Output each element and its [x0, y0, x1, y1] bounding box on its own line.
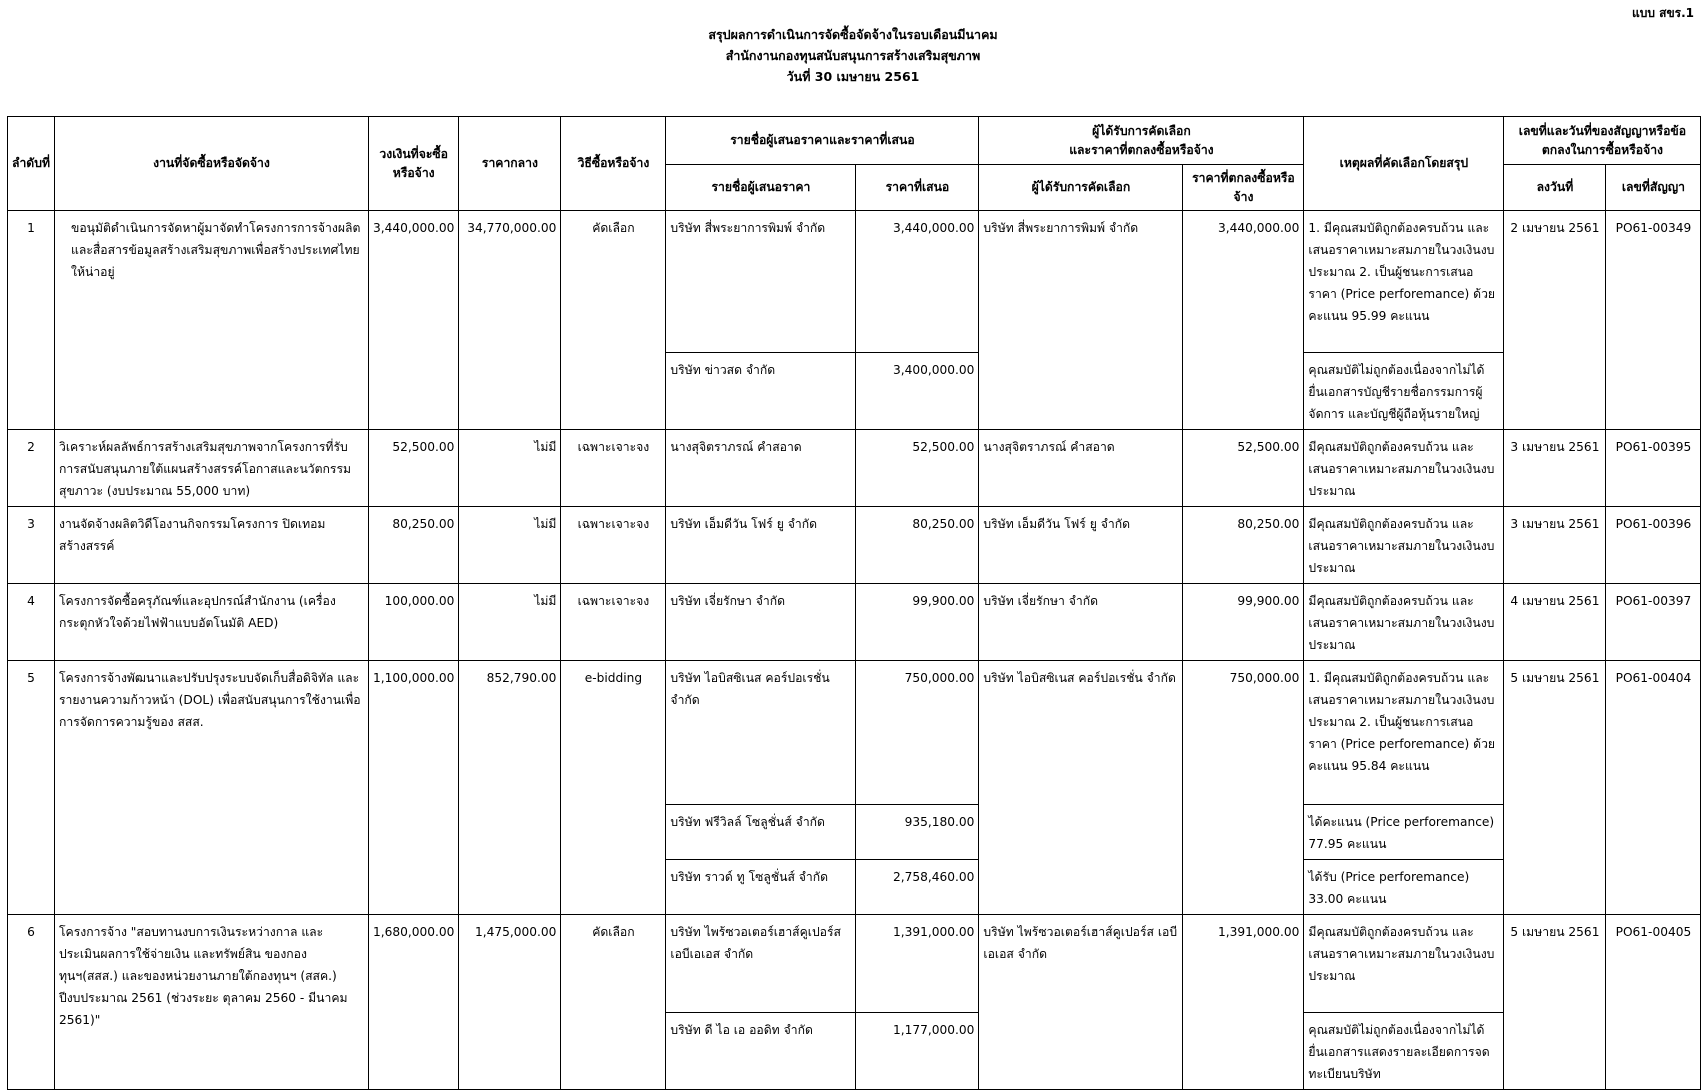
- row-budget: 3,440,000.00: [369, 211, 459, 430]
- contract-number: PO61-00396: [1606, 507, 1701, 584]
- row-budget: 1,680,000.00: [369, 915, 459, 1090]
- row-median-price: ไม่มี: [459, 584, 561, 661]
- bidder-name: บริษัท ราวด์ ทู โซลูชั่นส์ จำกัด: [666, 860, 856, 915]
- header-contract-group: เลขที่และวันที่ของสัญญาหรือข้อตกลงในการซื้อหรือจ้าง: [1504, 117, 1701, 165]
- header-winner-group-line-2: และราคาที่ตกลงซื้อหรือจ้าง: [1069, 142, 1214, 157]
- bidder-name: บริษัท ฟรีวิลล์ โซลูชั่นส์ จำกัด: [666, 805, 856, 860]
- agreed-price: 750,000.00: [1183, 661, 1304, 915]
- row-budget: 80,250.00: [369, 507, 459, 584]
- header-winner-group-line-1: ผู้ได้รับการคัดเลือก: [1092, 123, 1191, 138]
- bidder-name: บริษัท สี่พระยาการพิมพ์ จำกัด: [666, 211, 856, 353]
- contract-date: 4 เมษายน 2561: [1504, 584, 1606, 661]
- bidder-reason: มีคุณสมบัติถูกต้องครบถ้วน และเสนอราคาเหมาะสมภายในวงเงินงบประมาณ: [1304, 584, 1504, 661]
- contract-date: 2 เมษายน 2561: [1504, 211, 1606, 430]
- winner-name: บริษัท ไอบิสซิเนส คอร์ปอเรชั่น จำกัด: [979, 661, 1183, 915]
- winner-name: บริษัท ไพร้ซวอเตอร์เฮาส์คูเปอร์ส เอบีเอเอส จำกัด: [979, 915, 1183, 1090]
- header-median-price: ราคากลาง: [459, 117, 561, 211]
- table-row: [8, 430, 1701, 507]
- row-median-price: ไม่มี: [459, 430, 561, 507]
- bid-price: 935,180.00: [856, 805, 979, 860]
- bidder-reason: คุณสมบัติไม่ถูกต้องเนื่องจากไม่ได้ยื่นเอกสารแสดงรายละเอียดการจดทะเบียนบริษัท: [1304, 1013, 1504, 1090]
- contract-number: PO61-00395: [1606, 430, 1701, 507]
- bidder-name: บริษัท ไอบิสซิเนส คอร์ปอเรชั่น จำกัด: [666, 661, 856, 805]
- bid-price: 750,000.00: [856, 661, 979, 805]
- row-budget: 1,100,000.00: [369, 661, 459, 915]
- bid-price: 2,758,460.00: [856, 860, 979, 915]
- table-row: [8, 584, 1701, 661]
- bidder-reason: มีคุณสมบัติถูกต้องครบถ้วน และเสนอราคาเหมาะสมภายในวงเงินงบประมาณ: [1304, 430, 1504, 507]
- row-method: คัดเลือก: [561, 211, 666, 430]
- agreed-price: 52,500.00: [1183, 430, 1304, 507]
- table-row: [8, 507, 1701, 584]
- header-winner-name: ผู้ได้รับการคัดเลือก: [979, 165, 1183, 211]
- header-contract-no: เลขที่สัญญา: [1606, 165, 1701, 211]
- row-no: 4: [8, 584, 55, 661]
- row-no: 6: [8, 915, 55, 1090]
- header-no: ลำดับที่: [8, 117, 55, 211]
- contract-date: 5 เมษายน 2561: [1504, 661, 1606, 915]
- bid-price: 80,250.00: [856, 507, 979, 584]
- bidder-reason: 1. มีคุณสมบัติถูกต้องครบถ้วน และเสนอราคาเหมาะสมภายในวงเงินงบประมาณ 2. เป็นผู้ชนะการเสนอราคา (Price perforemance) ด้วยคะแนน 95.99 คะแนน: [1304, 211, 1504, 353]
- bidder-reason: คุณสมบัติไม่ถูกต้องเนื่องจากไม่ได้ยื่นเอกสารบัญชีรายชื่อกรรมการผู้จัดการ และบัญชีผู้ถือหุ้นรายใหญ่: [1304, 353, 1504, 430]
- bid-price: 1,391,000.00: [856, 915, 979, 1013]
- row-work: โครงการจ้างพัฒนาและปรับปรุงระบบจัดเก็บสื่อดิจิทัล และรายงานความก้าวหน้า (DOL) เพื่อสนับสนุนการใช้งานเพื่อการจัดการความรู้ของ สสส.: [55, 661, 369, 915]
- bidder-reason: มีคุณสมบัติถูกต้องครบถ้วน และเสนอราคาเหมาะสมภายในวงเงินงบประมาณ: [1304, 915, 1504, 1013]
- bid-price: 3,440,000.00: [856, 211, 979, 353]
- row-method: e-bidding: [561, 661, 666, 915]
- row-median-price: 852,790.00: [459, 661, 561, 915]
- document-title: [0, 24, 1706, 87]
- bidder-name: บริษัท ดี ไอ เอ ออดิท จำกัด: [666, 1013, 856, 1090]
- bidder-reason: มีคุณสมบัติถูกต้องครบถ้วน และเสนอราคาเหมาะสมภายในวงเงินงบประมาณ: [1304, 507, 1504, 584]
- bid-price: 3,400,000.00: [856, 353, 979, 430]
- row-median-price: ไม่มี: [459, 507, 561, 584]
- header-reason: เหตุผลที่คัดเลือกโดยสรุป: [1304, 117, 1504, 211]
- row-work: วิเคราะห์ผลลัพธ์การสร้างเสริมสุขภาพจากโครงการที่รับการสนับสนุนภายใต้แผนสร้างสรรค์โอกาสและนวัตกรรมสุขภาวะ (งบประมาณ 55,000 บาท): [55, 430, 369, 507]
- row-method: เฉพาะเจาะจง: [561, 584, 666, 661]
- row-work: ขอนุมัติดำเนินการจัดหาผู้มาจัดทำโครงการการจ้างผลิตและสื่อสารข้อมูลสร้างเสริมสุขภาพเพื่อสร้างประเทศไทยให้น่าอยู่: [55, 211, 369, 430]
- title-line-2: สำนักงานกองทุนสนับสนุนการสร้างเสริมสุขภาพ: [725, 48, 981, 63]
- header-bidder-name: รายชื่อผู้เสนอราคา: [666, 165, 856, 211]
- row-budget: 52,500.00: [369, 430, 459, 507]
- table-row: [8, 211, 1701, 353]
- row-median-price: 34,770,000.00: [459, 211, 561, 430]
- winner-name: บริษัท เจี่ยรักษา จำกัด: [979, 584, 1183, 661]
- agreed-price: 99,900.00: [1183, 584, 1304, 661]
- winner-name: บริษัท สี่พระยาการพิมพ์ จำกัด: [979, 211, 1183, 430]
- title-line-1: สรุปผลการดำเนินการจัดซื้อจัดจ้างในรอบเดือนมีนาคม: [708, 27, 998, 42]
- contract-date: 3 เมษายน 2561: [1504, 430, 1606, 507]
- row-no: 5: [8, 661, 55, 915]
- form-code: แบบ สขร.1: [1631, 6, 1694, 20]
- row-work: โครงการจัดซื้อครุภัณฑ์และอุปกรณ์สำนักงาน (เครื่องกระตุกหัวใจด้วยไฟฟ้าแบบอัตโนมัติ AED): [55, 584, 369, 661]
- bid-price: 52,500.00: [856, 430, 979, 507]
- bid-price: 1,177,000.00: [856, 1013, 979, 1090]
- bidder-reason: ได้รับ (Price perforemance) 33.00 คะแนน: [1304, 860, 1504, 915]
- row-work: งานจัดจ้างผลิตวิดีโองานกิจกรรมโครงการ ปิดเทอมสร้างสรรค์: [55, 507, 369, 584]
- title-line-3: วันที่ 30 เมษายน 2561: [786, 69, 920, 84]
- bidder-name: บริษัท เจี่ยรักษา จำกัด: [666, 584, 856, 661]
- winner-name: บริษัท เอ็มดีวัน โฟร์ ยู จำกัด: [979, 507, 1183, 584]
- header-winner-group: [979, 117, 1304, 165]
- agreed-price: 1,391,000.00: [1183, 915, 1304, 1090]
- row-method: คัดเลือก: [561, 915, 666, 1090]
- contract-number: PO61-00397: [1606, 584, 1701, 661]
- agreed-price: 80,250.00: [1183, 507, 1304, 584]
- table-row: [8, 915, 1701, 1013]
- header-method: วิธีซื้อหรือจ้าง: [561, 117, 666, 211]
- bidder-reason: 1. มีคุณสมบัติถูกต้องครบถ้วน และเสนอราคาเหมาะสมภายในวงเงินงบประมาณ 2. เป็นผู้ชนะการเสนอราคา (Price perforemance) ด้วยคะแนน 95.84 คะแนน: [1304, 661, 1504, 805]
- bid-price: 99,900.00: [856, 584, 979, 661]
- row-budget: 100,000.00: [369, 584, 459, 661]
- header-bidders-group: รายชื่อผู้เสนอราคาและราคาที่เสนอ: [666, 117, 979, 165]
- bidder-name: บริษัท เอ็มดีวัน โฟร์ ยู จำกัด: [666, 507, 856, 584]
- procurement-table: [7, 116, 1701, 1090]
- agreed-price: 3,440,000.00: [1183, 211, 1304, 430]
- row-work: โครงการจ้าง "สอบทานงบการเงินระหว่างกาล และ ประเมินผลการใช้จ่ายเงิน และทรัพย์สิน ของกองทุนฯ(สสส.) และของหน่วยงานภายใต้กองทุนฯ (สสค.) ปีงบประมาณ 2561 (ช่วงระยะ ตุลาคม 2560 - มีนาคม 2561)": [55, 915, 369, 1090]
- header-work: งานที่จัดซื้อหรือจัดจ้าง: [55, 117, 369, 211]
- winner-name: นางสุจิตราภรณ์ คำสอาด: [979, 430, 1183, 507]
- bidder-reason: ได้คะแนน (Price perforemance) 77.95 คะแนน: [1304, 805, 1504, 860]
- contract-date: 5 เมษายน 2561: [1504, 915, 1606, 1090]
- row-no: 3: [8, 507, 55, 584]
- bidder-name: บริษัท ไพร้ซวอเตอร์เฮาส์คูเปอร์ส เอบีเอเอส จำกัด: [666, 915, 856, 1013]
- header-agreed-price: ราคาที่ตกลงซื้อหรือจ้าง: [1183, 165, 1304, 211]
- contract-date: 3 เมษายน 2561: [1504, 507, 1606, 584]
- contract-number: PO61-00349: [1606, 211, 1701, 430]
- header-budget: วงเงินที่จะซื้อหรือจ้าง: [369, 117, 459, 211]
- header-bid-price: ราคาที่เสนอ: [856, 165, 979, 211]
- row-method: เฉพาะเจาะจง: [561, 507, 666, 584]
- row-method: เฉพาะเจาะจง: [561, 430, 666, 507]
- row-no: 2: [8, 430, 55, 507]
- bidder-name: บริษัท ข่าวสด จำกัด: [666, 353, 856, 430]
- table-row: [8, 661, 1701, 805]
- row-no: 1: [8, 211, 55, 430]
- bidder-name: นางสุจิตราภรณ์ คำสอาด: [666, 430, 856, 507]
- contract-number: PO61-00405: [1606, 915, 1701, 1090]
- contract-number: PO61-00404: [1606, 661, 1701, 915]
- row-median-price: 1,475,000.00: [459, 915, 561, 1090]
- header-date: ลงวันที่: [1504, 165, 1606, 211]
